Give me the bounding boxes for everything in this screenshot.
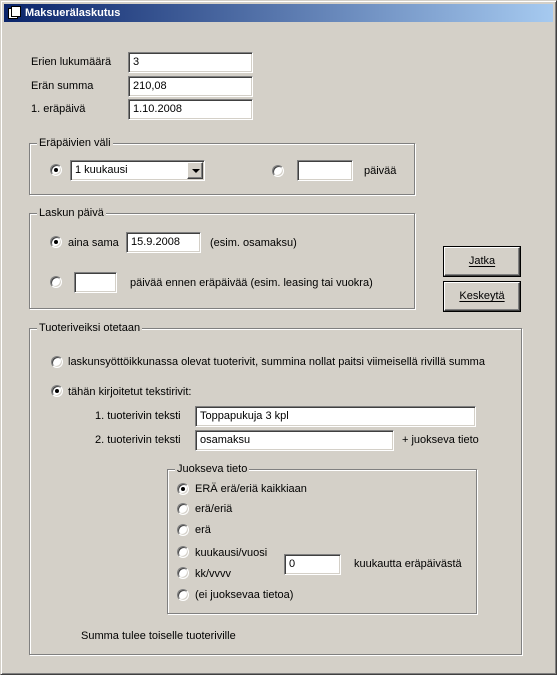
cancel-button-label: Keskeytä xyxy=(459,290,505,302)
app-icon xyxy=(7,6,21,20)
running-option-label: erä/eriä xyxy=(195,503,233,515)
product-option2-label: tähän kirjoitetut tekstirivit: xyxy=(68,386,192,398)
product-option1-radio[interactable] xyxy=(51,356,63,368)
row1-input[interactable]: Toppapukuja 3 kpl xyxy=(195,406,476,427)
row2-input[interactable]: osamaksu xyxy=(195,430,394,451)
running-option-radio[interactable] xyxy=(177,483,189,495)
continue-button[interactable] xyxy=(444,247,520,276)
running-option-radio[interactable] xyxy=(177,546,189,558)
window-title: Maksuerälaskutus xyxy=(25,7,121,19)
product-option2-radio[interactable] xyxy=(51,385,63,397)
product-option1-label: laskunsyöttöikkunassa olevat tuoterivit, summina nollat paitsi viimeisellä rivillä summa xyxy=(68,356,485,368)
invoice-always-radio[interactable] xyxy=(50,236,62,248)
months-input[interactable]: 0 xyxy=(284,554,341,575)
first-due-label: 1. eräpäivä xyxy=(31,103,86,115)
invoice-always-input[interactable]: 15.9.2008 xyxy=(126,232,201,253)
first-due-input[interactable]: 1.10.2008 xyxy=(128,99,253,120)
interval-legend: Eräpäivien väli xyxy=(39,137,111,149)
invoice-date-group xyxy=(29,207,415,309)
interval-days-radio[interactable] xyxy=(272,165,284,177)
count-input[interactable]: 3 xyxy=(128,52,253,73)
running-info-legend: Juokseva tieto xyxy=(177,463,248,475)
running-option-radio[interactable] xyxy=(177,567,189,579)
invoice-before-radio[interactable] xyxy=(50,276,62,288)
interval-select-value: 1 kuukausi xyxy=(75,164,128,176)
invoice-before-label: päivää ennen eräpäivää (esim. leasing tai vuokra) xyxy=(130,277,373,289)
running-option-label: kk/vvvv xyxy=(195,568,232,580)
months-label: kuukautta eräpäivästä xyxy=(354,558,462,570)
chevron-down-icon[interactable] xyxy=(187,162,203,179)
count-label: Erien lukumäärä xyxy=(31,56,112,68)
invoice-date-legend: Laskun päivä xyxy=(39,207,104,219)
invoice-always-hint: (esim. osamaksu) xyxy=(210,237,297,249)
sum-input[interactable]: 210,08 xyxy=(128,76,253,97)
row2-label: 2. tuoterivin teksti xyxy=(95,434,181,446)
running-option-label: ERÄ erä/eriä kaikkiaan xyxy=(195,483,307,495)
running-option-label: erä xyxy=(195,524,211,536)
title-bar[interactable] xyxy=(4,4,553,22)
footer-note: Summa tulee toiselle tuoteriville xyxy=(81,630,236,642)
row1-label: 1. tuoterivin teksti xyxy=(95,410,181,422)
interval-days-input[interactable] xyxy=(297,160,353,181)
continue-button-label: Jatka xyxy=(468,255,496,267)
interval-select[interactable] xyxy=(70,160,205,181)
running-option-radio[interactable] xyxy=(177,524,189,536)
product-rows-legend: Tuoteriveiksi otetaan xyxy=(39,322,141,334)
running-option-radio[interactable] xyxy=(177,589,189,601)
running-option-label: kuukausi/vuosi xyxy=(195,547,268,559)
cancel-button[interactable] xyxy=(444,282,520,311)
interval-days-label: päivää xyxy=(364,165,397,177)
sum-label: Erän summa xyxy=(31,80,94,92)
running-option-label: (ei juoksevaa tietoa) xyxy=(195,589,294,601)
row2-suffix: + juokseva tieto xyxy=(402,434,479,446)
invoice-before-input[interactable] xyxy=(74,272,117,293)
invoice-always-label: aina sama xyxy=(68,237,119,249)
running-option-radio[interactable] xyxy=(177,503,189,515)
interval-months-radio[interactable] xyxy=(50,164,62,176)
